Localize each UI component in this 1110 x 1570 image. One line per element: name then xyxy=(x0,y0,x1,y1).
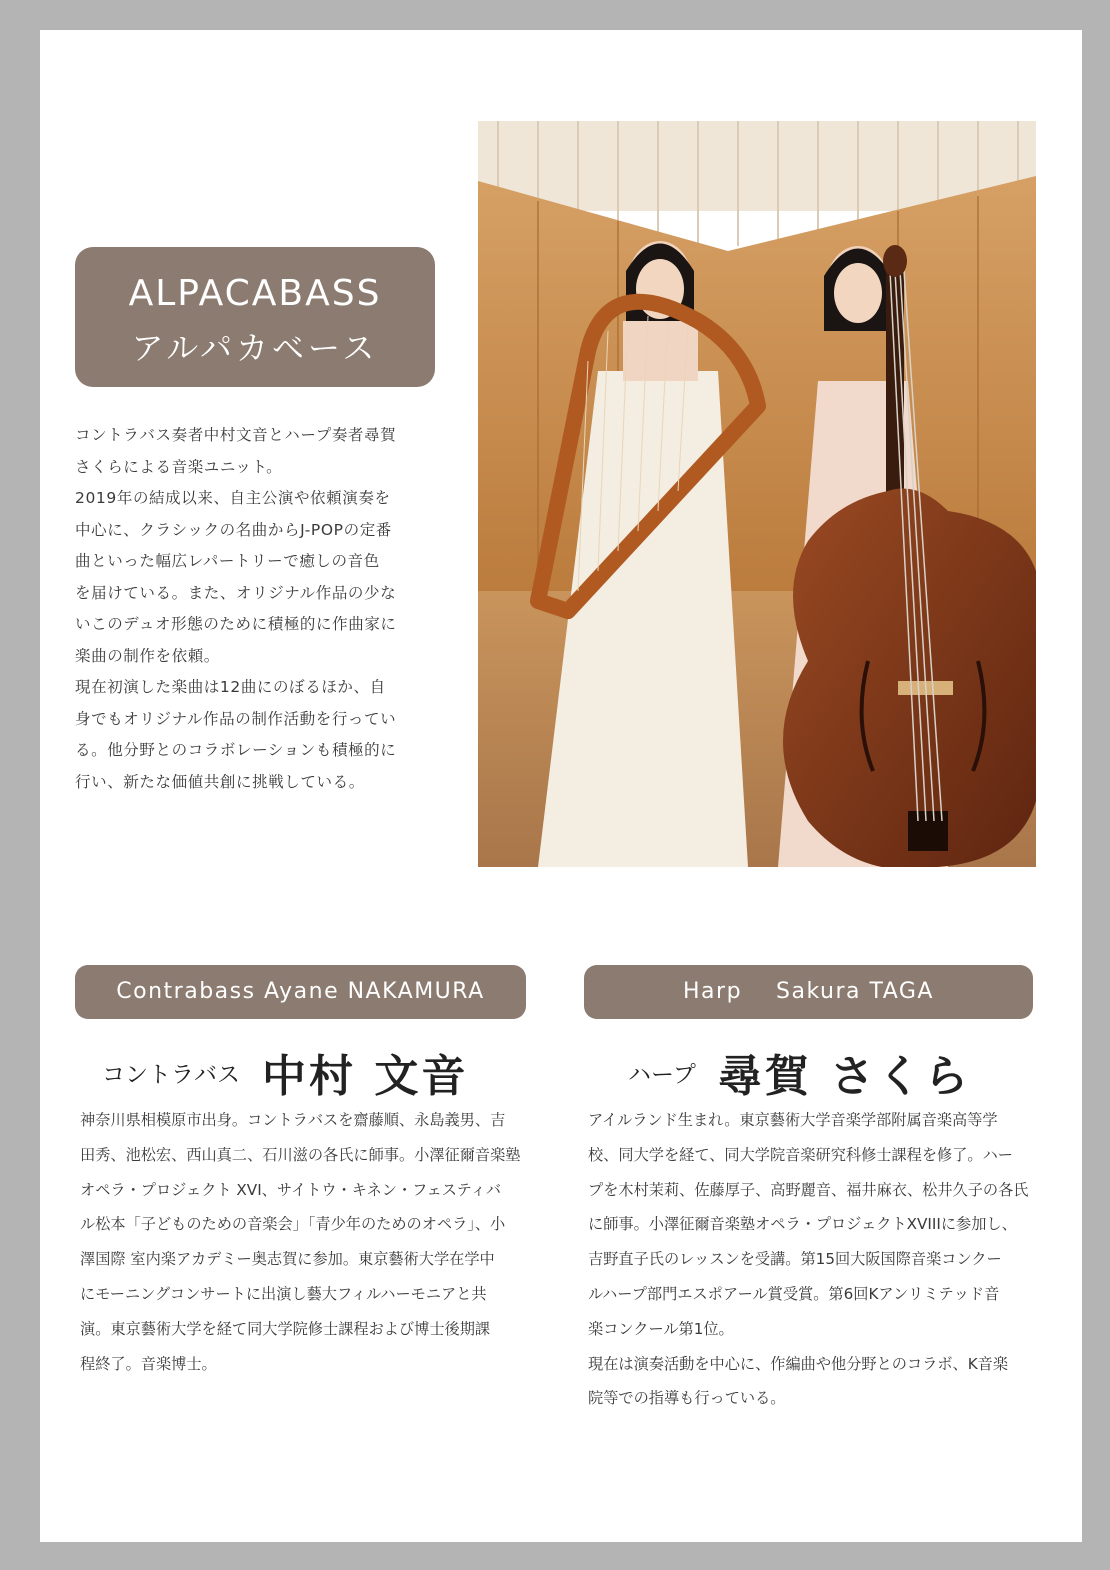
brand-name-en: ALPACABASS xyxy=(128,273,382,314)
member-tag-taga: Harp Sakura TAGA xyxy=(584,965,1033,1019)
intro-line: 現在初演した楽曲は12曲にのぼるほか、自 xyxy=(75,678,386,696)
bio-line: 神奈川県相模原市出身。コントラバスを齋藤順、永島義男、吉 xyxy=(80,1111,506,1129)
intro-line: コントラバス奏者中村文音とハープ奏者尋賀 xyxy=(75,426,397,444)
intro-line: 曲といった幅広レパートリーで癒しの音色 xyxy=(75,552,380,570)
member-name-jp: 尋賀 さくら xyxy=(717,1051,972,1102)
bio-line: オペラ・プロジェクト XVI、サイトウ・キネン・フェスティバ xyxy=(80,1180,502,1199)
bio-line: 楽コンクール第1位。 xyxy=(588,1319,734,1338)
intro-line: いこのデュオ形態のために積極的に作曲家に xyxy=(75,615,397,633)
intro-line: 身でもオリジナル作品の制作活動を行ってい xyxy=(75,709,397,728)
intro-line: さくらによる音楽ユニット。 xyxy=(75,457,283,476)
bio-line: プを木村茉莉、佐藤厚子、高野麗音、福井麻衣、松井久子の各氏 xyxy=(588,1180,1029,1199)
intro-text xyxy=(75,420,437,798)
member-tag-nakamura: Contrabass Ayane NAKAMURA xyxy=(75,965,526,1019)
bio-line: 院等での指導も行っている。 xyxy=(588,1389,786,1408)
intro-line: る。他分野とのコラボレーションも積極的に xyxy=(75,741,397,759)
bio-line: 程終了。音楽博士。 xyxy=(80,1354,217,1373)
bio-line: ルハープ部門エスポアール賞受賞。第6回Kアンリミテッド音 xyxy=(588,1284,1000,1303)
bio-line: 澤国際 室内楽アカデミー奥志賀に参加。東京藝術大学在学中 xyxy=(80,1250,495,1269)
page xyxy=(40,30,1082,1542)
photo-illustration xyxy=(478,121,1036,867)
member-role: コントラバス xyxy=(102,1061,240,1088)
member-name-jp: 中村 文音 xyxy=(262,1051,469,1102)
brand-title-box xyxy=(75,247,435,387)
duo-portrait-photo xyxy=(478,121,1036,867)
intro-line: を届けている。また、オリジナル作品の少な xyxy=(75,583,397,602)
bio-line: アイルランド生まれ。東京藝術大学音楽学部附属音楽高等学 xyxy=(588,1111,998,1129)
intro-line: 2019年の結成以来、自主公演や依頼演奏を xyxy=(75,489,391,507)
member-bio-nakamura xyxy=(80,1103,530,1381)
bio-line: 吉野直子氏のレッスンを受講。第15回大阪国際音楽コンクー xyxy=(588,1250,1002,1269)
member-role: ハープ xyxy=(628,1061,696,1088)
intro-line: 楽曲の制作を依頼。 xyxy=(75,646,220,665)
bio-line: 演。東京藝術大学を経て同大学院修士課程および博士後期課 xyxy=(80,1319,491,1338)
intro-line: 中心に、クラシックの名曲からJ-POPの定番 xyxy=(75,520,392,539)
bio-line: 現在は演奏活動を中心に、作編曲や他分野とのコラボ、K音楽 xyxy=(588,1354,1009,1373)
bio-line: 田秀、池松宏、西山真二、石川滋の各氏に師事。小澤征爾音楽塾 xyxy=(80,1145,521,1164)
bio-line: 校、同大学を経て、同大学院音楽研究科修士課程を修了。ハー xyxy=(588,1145,1013,1164)
bio-line: にモーニングコンサートに出演し藝大フィルハーモニアと共 xyxy=(80,1284,487,1303)
member-name-taga xyxy=(628,1040,971,1100)
member-name-nakamura xyxy=(102,1040,468,1100)
brand-name-jp: アルパカベース xyxy=(131,329,379,367)
bio-line: に師事。小澤征爾音楽塾オペラ・プロジェクトXVIIIに参加し、 xyxy=(588,1215,1017,1234)
intro-line: 行い、新たな価値共創に挑戦している。 xyxy=(75,772,365,791)
bio-line: ル松本「子どものための音楽会」「青少年のためのオペラ」、小 xyxy=(80,1215,506,1234)
member-bio-taga xyxy=(588,1103,1040,1416)
